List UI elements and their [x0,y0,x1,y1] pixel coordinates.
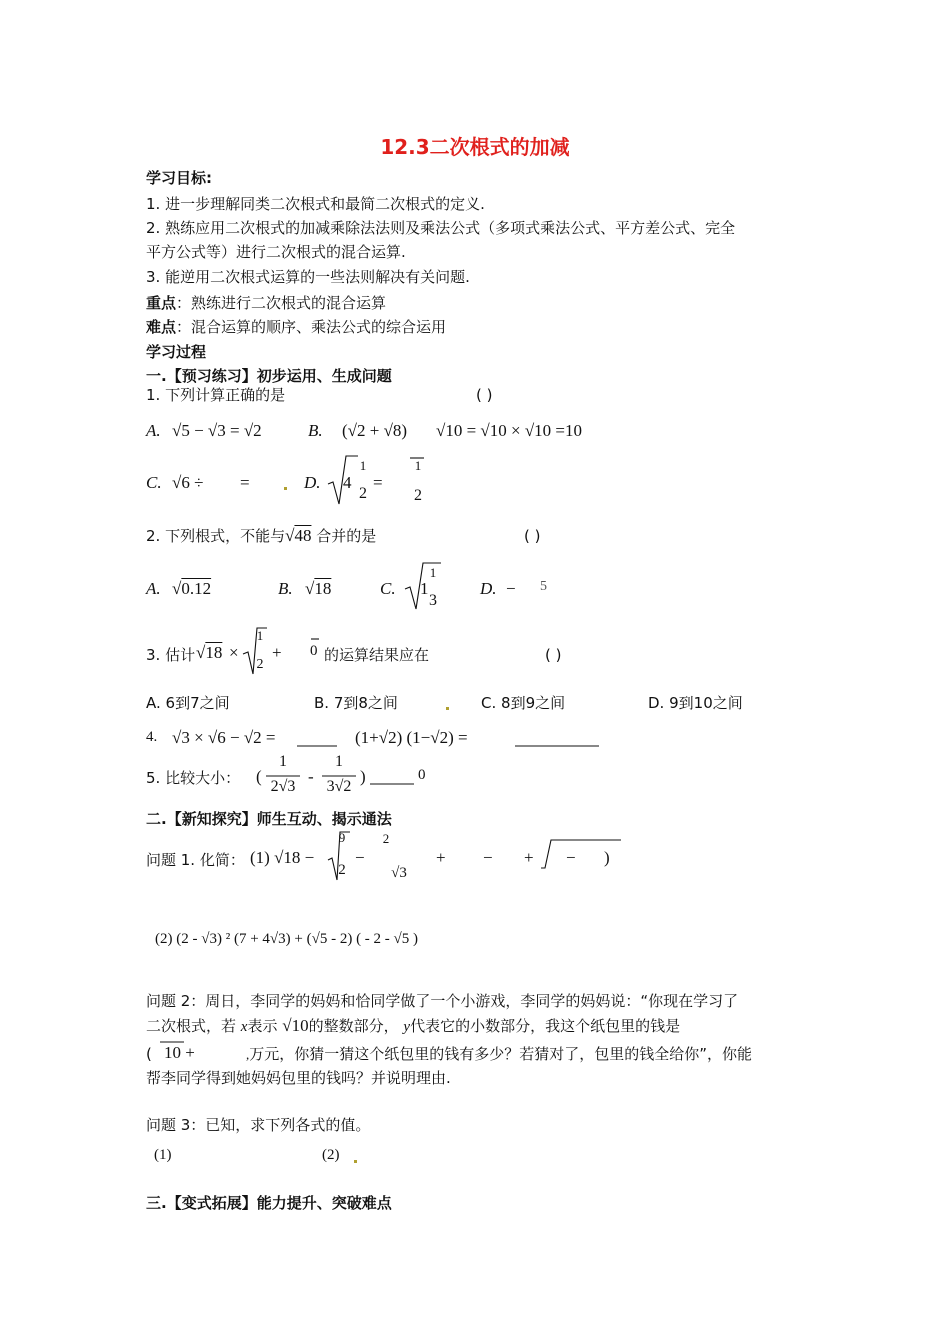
q3-frac-num: 1 [256,628,264,643]
problem1-minus2: − [355,848,365,867]
q1-option-c-label: C. [146,473,162,492]
q2-option-c-label: C. [380,579,396,598]
problem1-frag-9: 9 [338,830,346,845]
goals-heading: 学习目标: [146,169,212,187]
q1-option-d-whole: 4 [343,473,352,492]
problem1-frac2-den-val: 3 [399,865,407,881]
problem2-rest-text: 万元，你猜一猜这个纸包里的钱有多少？若猜对了，包里的钱全给你”，你能 [249,1045,753,1063]
q3-option-c-label: C. [481,694,497,712]
q2-stem: 2. 下列根式，不能与√48 合并的是 [146,526,377,545]
problem2-x-var: x [240,1019,248,1035]
q3-option-a [146,693,230,713]
goal-item: 1. 进一步理解同类二次根式和最简二次根式的定义. [146,195,485,213]
problem1-part1: (1) √18 − [250,848,315,867]
process-heading: 学习过程 [146,343,207,361]
q1-option-d-rnum: 1 [414,458,422,473]
problem2-line1: 问题 2：周日，李同学的妈妈和恰同学做了一个小游戏，李同学的妈妈说：“你现在学习了 [146,992,739,1010]
q5-stem: 5. 比较大小： [146,769,241,787]
q1-option-c-eq: = [240,473,250,492]
answer-blank[interactable] [515,745,605,749]
q2-option-b-val: 18 [314,579,332,598]
section2-heading: 二.【新知探究】师生互动、揭示通法 [146,810,392,828]
goal-item: 平方公式等）进行二次根式的混合运算. [146,243,406,261]
problem2-x-text: 表示 [247,1017,278,1035]
q1-option-d-eq: = [373,473,383,492]
q3-stem-pre: 3. 估计 [146,646,196,664]
problem1-plus2: + [524,848,534,867]
problem1-inner-minus: − [566,848,576,867]
q4-expr1: √3 × √6 − √2 = [172,728,276,747]
q2-stem-post: 合并的是 [316,527,377,545]
q2-option-c-den: 3 [429,592,437,609]
problem3-stem: 问题 3：已知，求下列各式的值。 [146,1116,371,1134]
q2-option-b-label: B. [278,579,293,598]
q2-stem-pre: 2. 下列根式，不能与 [146,527,286,545]
q1-option-a-label: A. [146,421,161,440]
problem1-label: 问题 1. 化简： [146,851,245,869]
q1-option-c-expr: √6 ÷ [172,473,204,492]
problem1-part2: (2) (2 - √3) ² (7 + 4√3) + (√5 - 2) ( - 2 - √5 ) [155,931,419,947]
q5-frac2-num: 1 [335,753,343,770]
key-point-label: 重点 [146,294,177,312]
problem1-frac1-den: 2 [338,862,346,878]
page-title: 12.3二次根式的加减 [380,135,570,159]
goal-item: 3. 能逆用二次根式运算的一些法则解决有关问题. [146,268,470,286]
radical-sign [541,838,623,874]
problem2-rest: ,万元，你猜一猜这个纸包里的钱有多少？若猜对了，包里的钱全给你”，你能 [246,1045,753,1063]
difficulty-text: ：混合运算的顺序、乘法公式的综合运用 [176,318,447,336]
q3-option-d-label: D. [648,694,665,712]
q5-frac2-den: 3√2 [326,778,352,795]
q2-stem-root: 48 [294,526,312,545]
q3-option-d [648,693,743,713]
q5-rp: ) [360,767,366,786]
problem2-open-paren: ( [146,1045,152,1063]
q1-option-d-den: 2 [359,485,367,502]
q2-option-d-expr: − [506,579,516,598]
q1-option-b-expr: (√2 + √8) [342,421,408,440]
problem2-int-part: 的整数部分， [308,1017,399,1035]
q5-minus: - [308,767,314,786]
q1-option-b-expr2: √10 = √10 × √10 =10 [436,421,583,440]
q1-option-d-label: D. [304,473,321,492]
problem2-y-var: y [403,1019,411,1035]
problem1-frag-2: 2 [382,831,390,846]
q5-lp: ( [256,767,262,786]
problem2-line4: 帮李同学得到她妈妈包里的钱吗？并说明理由. [146,1069,451,1087]
key-point-text: ：熟练进行二次根式的混合运算 [176,294,387,312]
q3-stem-post: 的运算结果应在 [324,646,430,664]
q2-option-c-num: 1 [429,565,437,580]
problem1-minus3: − [483,848,493,867]
q3-times: × [229,643,239,662]
problem1-frac2-den: √3 [391,865,407,881]
q4-num: 4. [146,729,158,745]
q2-option-b-expr: √18 [305,579,332,598]
q1-option-a-expr: √5 − √3 = √2 [172,421,262,440]
q2-option-c-whole: 1 [420,579,429,598]
q3-root: √18 [196,643,223,662]
problem2-y-text: 代表它的小数部分，我这个纸包里的钱是 [410,1017,681,1035]
problem2-root10: √10 [282,1016,309,1035]
q1-stem: 1. 下列计算正确的是 [146,386,286,404]
stray-dot [354,1160,357,1163]
q3-plus: + [272,643,282,662]
q3-frac-den: 2 [256,657,264,672]
answer-blank[interactable] [370,783,418,787]
problem2-line3 [146,1044,152,1064]
goal-item: 2. 熟练应用二次根式的加减乘除法法则及乘法公式（多项式乘法公式、平方差公式、完全 [146,219,736,237]
difficulty-label: 难点 [146,318,177,336]
stray-dot [284,487,287,490]
q3-option-d-text: 9到10之间 [669,694,743,712]
q2-option-a-expr: √0.12 [172,579,212,598]
difficulty [146,317,446,337]
q5-frac1-num: 1 [279,753,287,770]
q2-option-a-val: 0.12 [181,579,212,598]
problem2-line2-text: 二次根式，若 [146,1017,237,1035]
q3-option-b-label: B. [314,694,330,712]
q2-option-a-label: A. [146,579,161,598]
q1-option-d-rden: 2 [414,487,422,504]
q3-option-a-label: A. [146,694,161,712]
q2-option-d-frag: 5 [540,579,547,594]
q1-option-b-label: B. [308,421,323,440]
q3-root-val: 18 [205,643,223,662]
answer-blank[interactable] [297,745,341,749]
problem3-sub1: (1) [154,1147,172,1163]
q3-option-a-text: 6到7之间 [165,694,230,712]
radical-bar [311,638,323,642]
section3-heading: 三.【变式拓展】能力提升、突破难点 [146,1194,392,1212]
q2-option-d-label: D. [480,579,497,598]
q3-option-b [314,693,398,713]
problem3-sub2: (2) [322,1147,340,1163]
q3-option-c-text: 8到9之间 [501,694,566,712]
q5-tail: 0 [418,767,426,783]
problem1-plus1: + [436,848,446,867]
q1-paren: ( ) [476,386,493,404]
q5-frac1-den: 2√3 [270,778,296,795]
q2-paren: ( ) [524,527,541,545]
q3-paren: ( ) [545,646,562,664]
problem2-line2 [146,1016,680,1037]
problem1-close: ) [604,848,610,867]
q1-option-d-num: 1 [359,458,367,473]
q3-option-c [481,693,565,713]
problem2-open-expr: 10 + [164,1043,195,1062]
key-point [146,293,386,313]
stray-dot [446,707,449,710]
q3-option-b-text: 7到8之间 [333,694,398,712]
q3-frag: 0 [310,643,318,659]
section1-heading: 一.【预习练习】初步运用、生成问题 [146,367,392,385]
q4-expr2: (1+√2) (1−√2) = [355,728,468,747]
